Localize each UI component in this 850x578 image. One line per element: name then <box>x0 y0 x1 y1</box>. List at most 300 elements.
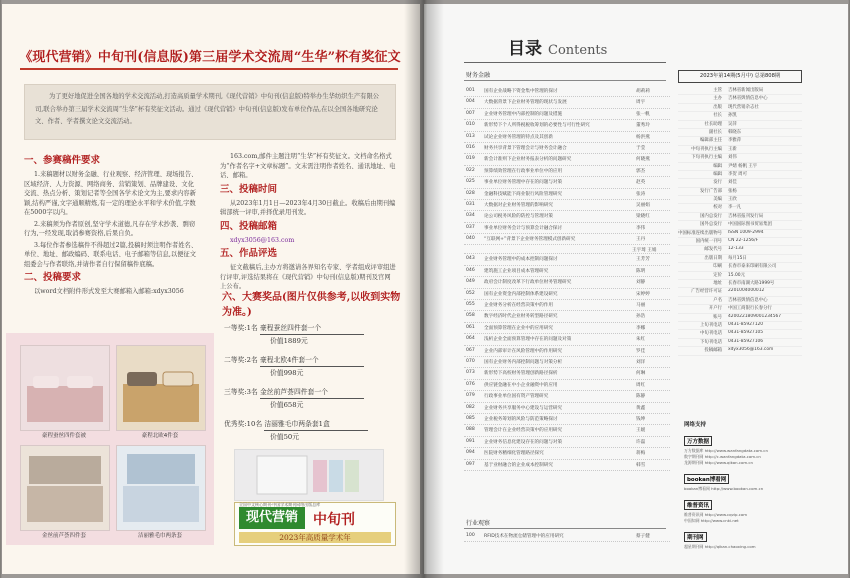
masthead-value: 吉林省舆情信息中心 <box>728 297 768 303</box>
toc-author: 马丽 <box>636 303 646 309</box>
prize-value: 价值998元 <box>270 369 304 377</box>
paragraph: 2.来稿须为作者原创,坚守学术道德,凡存在学术抄袭、剽窃行为,一经发现,取消参赛资格,后果自负。 <box>24 220 196 237</box>
toc-author: 王宇琦 王娟 <box>632 248 657 254</box>
masthead-value: 刘佳 <box>728 180 737 186</box>
contest-title: 《现代营销》中旬刊(信息版)第三届学术交流周“生华”杯有奖征文 <box>19 50 401 65</box>
prize-item: 豪程北欧4件套一个 <box>260 354 364 367</box>
prize-row <box>224 418 404 443</box>
masthead-row <box>678 246 802 254</box>
masthead-key: 编辑部主任 <box>700 138 722 144</box>
toc-entry[interactable] <box>464 277 670 288</box>
masthead-key: 国内总发行 <box>700 213 722 219</box>
network-line: 万方数据库 http://www.wanfangdata.com.cn <box>684 448 768 453</box>
toc-author: 杨洪燕 <box>636 134 650 140</box>
masthead-row <box>678 255 802 263</box>
toc-page: 025 <box>466 179 475 185</box>
masthead-row <box>678 238 802 246</box>
category-finance: 财务金融 <box>466 72 491 79</box>
right-page <box>424 4 848 574</box>
masthead-row <box>678 230 802 238</box>
toc-author: 王媛 <box>636 428 646 434</box>
photo-caption: 金丝前芦荟四件套 <box>41 533 86 539</box>
banner-edition: 中旬刊 <box>313 512 355 528</box>
masthead-key: 编辑 <box>713 163 722 169</box>
toc-page: 016 <box>466 144 475 150</box>
left-page <box>2 4 420 574</box>
masthead-value: 李贺 周可 <box>728 171 747 177</box>
toc-entry[interactable] <box>464 460 670 471</box>
masthead-row <box>678 154 802 162</box>
toc-entry[interactable] <box>464 177 670 188</box>
masthead-row <box>678 95 802 103</box>
toc-page: 052 <box>466 290 475 296</box>
toc-page: 013 <box>466 133 475 139</box>
toc-author: 周宇 <box>636 100 646 106</box>
toc-author: 张涛 <box>636 191 646 197</box>
toc-title-text: 供应链金融在中小企业融资中的应用 <box>484 382 558 388</box>
toc-author: 韩雪 <box>636 462 646 468</box>
toc-author: 罗佳 <box>636 348 646 354</box>
masthead-key: 地址 <box>713 280 722 286</box>
toc-entry[interactable] <box>464 323 670 334</box>
masthead-row <box>678 280 802 288</box>
masthead-key: 印刷 <box>713 264 722 270</box>
masthead-key: 户名 <box>713 297 722 303</box>
masthead <box>678 70 802 356</box>
toc-author: 陈静 <box>636 394 646 400</box>
masthead-row <box>678 188 802 196</box>
prize-row <box>224 322 404 347</box>
toc-author: 周红 <box>636 382 646 388</box>
toc-author: 蔡子健 <box>636 534 650 539</box>
toc-title-text: 试论企业财务管理的特点及其创新 <box>484 134 553 140</box>
toc-page: 064 <box>466 336 475 342</box>
toc-title-text: 预算绩效管理在行政事业单位中的应用 <box>484 168 563 174</box>
toc-title-text: 管理会计在企业经营决策中的应用研究 <box>484 428 563 434</box>
bedding-photo-3 <box>21 446 109 530</box>
toc-title-en: Contents <box>548 43 608 58</box>
masthead-value: 吉林省舆情信息中心 <box>728 96 768 102</box>
masthead-value: 长春市泰来印刷有限公司 <box>728 264 777 270</box>
toc-entry[interactable] <box>464 120 670 131</box>
toc-title-text: 企业财务共享服务中心建设与运营研究 <box>484 405 563 411</box>
prize-photo <box>20 445 110 531</box>
section-heading-review: 五、作品评选 <box>220 248 278 259</box>
toc-author: 胡莉莉 <box>636 89 650 94</box>
submission-email-link[interactable]: xdyx3056@163.com <box>230 236 295 244</box>
toc-page: 055 <box>466 302 475 308</box>
prize-gallery <box>6 333 214 545</box>
toc-entry[interactable] <box>464 334 670 345</box>
masthead-row <box>678 121 802 129</box>
masthead-key: 社长 <box>713 113 722 119</box>
toc-author: 宋婷婷 <box>636 291 650 297</box>
masthead-key: 账号 <box>713 314 722 320</box>
masthead-key: 出版 <box>713 104 722 110</box>
toc-author: 郭杰 <box>636 168 646 174</box>
book-gutter-shadow <box>404 0 444 578</box>
masthead-row <box>678 163 802 171</box>
prize-rank: 二等奖:2名 <box>224 356 258 364</box>
masthead-value: ISSN 1009-2994 <box>728 229 764 235</box>
toc-page: 037 <box>466 224 475 230</box>
masthead-key: 发行 <box>713 180 722 186</box>
masthead-value: xdyx3056@163.com <box>728 347 774 353</box>
masthead-value: 孙凯 <box>728 113 737 119</box>
network-line: 维普资讯网 http://www.cqvip.com <box>684 512 748 517</box>
masthead-value: 12-133 <box>728 246 744 252</box>
toc-entry[interactable] <box>464 437 670 448</box>
paragraph: 3.每位作者参选稿件不得超过2篇,投稿时须注明作者姓名、单位、地址、邮政编码、联系电话、电子邮箱等信息,以便征文组委会与作者联络,并请作者自行保留稿件底稿。 <box>24 241 198 268</box>
toc-page: 058 <box>466 313 475 319</box>
masthead-value: 吉林省报刊发行局 <box>728 213 764 219</box>
masthead-value: 中国国际图书贸易集团 <box>728 222 772 228</box>
masthead-key: 编辑 <box>713 171 722 177</box>
toc-page: 097 <box>466 461 475 467</box>
toc-author: 陈明 <box>636 268 646 274</box>
masthead-value: 尹婧 杨帆 王宇 <box>728 163 758 169</box>
prize-row <box>224 354 404 379</box>
toc-entry[interactable] <box>464 189 670 200</box>
masthead-key: 中旬刊电话 <box>700 331 722 337</box>
cqvip-logo: 维普资讯 <box>684 500 712 510</box>
masthead-row <box>678 339 802 347</box>
toc-page: 061 <box>466 324 475 330</box>
toc-page: 004 <box>466 99 475 105</box>
toc-title-text: 新形势下高校财务管理创新路径探析 <box>484 371 558 377</box>
toc-entry[interactable] <box>464 166 670 177</box>
toc-entry[interactable] <box>464 234 670 245</box>
toc-title <box>508 34 607 59</box>
masthead-row <box>678 137 802 145</box>
masthead-row <box>678 204 802 212</box>
toc-page: 001 <box>466 88 475 93</box>
masthead-key: 下旬刊电话 <box>700 339 722 345</box>
toc-author: 钱坤 <box>636 416 646 422</box>
toc-author: 吴丽娟 <box>636 202 650 208</box>
masthead-key: 主管 <box>713 88 722 93</box>
toc-author: 何晓燕 <box>636 157 650 163</box>
toc-rule <box>464 62 666 63</box>
toc-title-text: 企业财务分析在经营决策中的作用 <box>484 303 553 309</box>
toc-author: 刘静 <box>636 280 646 286</box>
bedding-photo-2 <box>117 346 205 430</box>
masthead-key: 美编 <box>713 197 722 203</box>
section-heading-submission: 二、投稿要求 <box>24 272 82 283</box>
toc-entry[interactable] <box>464 380 670 391</box>
masthead-key: 出版日期 <box>704 255 722 261</box>
wanfang-logo: 万方数据 <box>684 436 712 446</box>
masthead-key: 投稿邮箱 <box>704 348 722 354</box>
masthead-key: 国外总发行 <box>700 222 722 228</box>
prize-photo <box>20 345 110 431</box>
toc-author: 张一帆 <box>636 111 650 117</box>
masthead-row <box>678 314 802 322</box>
toc-page: 094 <box>466 450 475 456</box>
masthead-value: 长春市南湖大路1999号 <box>728 280 775 286</box>
toc-entry[interactable] <box>464 254 670 265</box>
paragraph: 从2023年1月1日—2023年4月30日截止。收稿后由期刊编辑部统一评审,并择优录用刊发。 <box>220 199 396 216</box>
masthead-key: 邮发代号 <box>704 247 722 253</box>
masthead-value: 现代营销杂志社 <box>728 104 759 110</box>
section-heading-requirements: 一、参赛稿件要求 <box>24 155 101 166</box>
toc-title-text: 事业单位财务会计与预算会计融合探讨 <box>484 225 563 231</box>
section-heading-time: 三、投稿时间 <box>220 183 278 195</box>
toc-list <box>464 86 670 471</box>
masthead-value: 0431-85927105 <box>728 330 764 336</box>
issue-number: 2023年第14期(5月中) 总第808期 <box>678 70 802 83</box>
masthead-key: 开户行 <box>708 306 722 312</box>
toc-author: 黄鑫 <box>636 405 646 411</box>
toc-title-text: 建筑施工企业项目成本管理研究 <box>484 268 549 274</box>
photo-caption: 豪程北欧4件套 <box>141 433 179 439</box>
masthead-value: 吴萍 <box>728 121 737 127</box>
toc-entry[interactable] <box>464 266 670 277</box>
toc-entry[interactable] <box>464 200 670 211</box>
toc-title-text: 基于业财融合的企业成本控制研究 <box>484 462 553 468</box>
toc-entry[interactable] <box>464 346 670 357</box>
contest-intro: 为了更好地促进全国各地的学术交流活动,打造高质量学术期刊,《现代营销》中旬刊(信息版)特举办生华纺织生产有限公司,联合举办第三届学术交流周“生华”杯有奖征文活动。通过《现代营销》中旬刊(信息版)发布单位作品,在以全国各地研究论文、作者、学者撰文论文交流活动。 <box>24 84 396 140</box>
right-column <box>220 152 396 294</box>
prize-item: 洁丽雅毛巾两条套1盒 <box>264 418 368 431</box>
qikan-logo: 期刊网 <box>684 532 707 542</box>
toc-entry[interactable] <box>464 368 670 379</box>
masthead-key: 国内统一刊号 <box>695 239 722 245</box>
toc-title-text: 数字经济时代企业财务转型路径研究 <box>484 314 558 320</box>
category-line <box>464 80 666 81</box>
prize-value: 价值50元 <box>270 433 300 441</box>
photo-caption: 豪程蚕丝四件套被 <box>41 433 86 439</box>
paragraph: 征文截稿后,主办方将邀请各界知名专家、学者组成评审组进行评审,评选结果将在《现代营销》中旬刊(信息版)期刊及官网上公布。 <box>220 264 396 290</box>
masthead-row <box>678 322 802 330</box>
toc-title-text: 政府会计制度改革下行政单位财务管理研究 <box>484 280 572 286</box>
banner-subtitle: 2023年高质量学术年 <box>239 532 391 543</box>
toc-title-text: 全面预算管理在企业中的应用研究 <box>484 325 553 331</box>
network-line: bookan博看网 http://www.bookan.com.cn <box>684 486 764 491</box>
network-support <box>684 420 796 550</box>
masthead-row <box>678 330 802 338</box>
toc-entry[interactable] <box>464 448 670 459</box>
network-line: 超星期刊网 http://qikan.chaoxing.com <box>684 544 756 549</box>
masthead-value: 李一凡 <box>728 205 742 211</box>
masthead-row <box>678 129 802 137</box>
prize-value: 价值658元 <box>270 401 304 409</box>
toc-page: 085 <box>466 415 475 421</box>
toc-entry[interactable] <box>464 414 670 425</box>
bedding-photo-1 <box>21 346 109 430</box>
toc-author: 李伟 <box>636 225 646 231</box>
toc-entry[interactable] <box>464 223 670 234</box>
masthead-row <box>678 263 802 271</box>
masthead-row <box>678 347 802 355</box>
masthead-key: 中国标准连续出版物号 <box>678 230 722 236</box>
toc-entry[interactable] <box>464 403 670 414</box>
section-heading-email: 四、投稿邮箱 <box>220 220 278 232</box>
toc-page: 019 <box>466 156 475 162</box>
toc-entry[interactable] <box>464 154 670 165</box>
toc-page: 079 <box>466 393 475 399</box>
toc-title-text: 国有企业战略下资金集中管理的探讨 <box>484 89 558 94</box>
toc-title-cn: 目录 <box>508 39 542 59</box>
toc-author: 董秀玲 <box>636 123 650 129</box>
toc-entry[interactable] <box>464 531 670 542</box>
masthead-key: 副社长 <box>708 129 722 135</box>
masthead-value: 刘伟 <box>728 155 737 161</box>
toc-title-text: 企业财务管理中内部控制的问题及措施 <box>484 111 563 117</box>
prize-photo <box>116 345 206 431</box>
network-line: 数字期刊网 http://c.wanfangdata.com.cn <box>684 454 761 459</box>
toc-entry[interactable] <box>464 300 670 311</box>
network-heading: 网络支持 <box>684 422 707 428</box>
section-heading-prizes: 六、大赛奖品(图片仅供参考,以收到实物为准。) <box>222 292 401 318</box>
toc-page: 088 <box>466 427 475 433</box>
toc-author: 朱红 <box>636 337 646 343</box>
toc-title-text: RFID技术在物流仓储管理中的应用研究 <box>484 534 564 539</box>
masthead-value: CN 22-1256/F <box>728 238 759 244</box>
towel-gift-box-image <box>234 449 384 501</box>
toc-title-text: “互联网+”背景下企业财务管理模式创新研究 <box>484 237 576 243</box>
towel-box-drawing <box>235 450 383 500</box>
masthead-row <box>678 112 802 120</box>
toc-title-text: 浅析企业全面预算管理中存在的问题及对策 <box>484 337 572 343</box>
masthead-row <box>678 171 802 179</box>
paragraph: 1.来稿题材以财务金融、行业观察、经济管理、现场报告、区域经济、人力资源、网络商务、营销策划、品牌建设、文化交流、热点分析、策划记者等全国各学术论文为主,要求内容新颖,结构严谨,文字通顺精炼,有一定的理论水平和学术价值,字数在5000字以内。 <box>24 171 198 216</box>
masthead-row <box>678 104 802 112</box>
masthead-key: 社长助理 <box>704 121 722 127</box>
masthead-value: 0431-85927120 <box>728 321 764 327</box>
toc-page: 007 <box>466 110 475 116</box>
masthead-rows <box>678 87 802 356</box>
banner-top-line: 全国中文核心期刊·中国学术期刊网络出版总库 <box>239 502 321 507</box>
masthead-row <box>678 305 802 313</box>
bedding-photo-4 <box>117 446 205 530</box>
toc-author: 蒋梅 <box>636 451 646 457</box>
prize-row <box>224 386 404 411</box>
toc-entry[interactable] <box>464 391 670 402</box>
prize-rank: 优秀奖:10名 <box>224 420 263 428</box>
banner-brand: 现代营销 <box>239 507 305 529</box>
masthead-value: 每月15日 <box>728 255 747 261</box>
toc-title-text: 企业财务管理中的成本控制问题探讨 <box>484 257 558 263</box>
toc-author: 王芳芳 <box>636 257 650 263</box>
masthead-value: 4200221809001234567 <box>728 313 782 319</box>
title-rule <box>20 68 398 70</box>
toc-author: 许磊 <box>636 439 646 445</box>
masthead-row <box>678 213 802 221</box>
masthead-row <box>678 288 802 296</box>
toc-entry[interactable] <box>464 132 670 143</box>
photo-caption: 洁丽雅毛巾两条套 <box>137 533 182 539</box>
toc-page: 043 <box>466 256 475 262</box>
toc-page: 049 <box>466 279 475 285</box>
paragraph: 以word文档附件形式发至大赛邮箱入邮箱:xdyx3056 <box>34 288 184 295</box>
masthead-key: 中旬刊执行主编 <box>691 146 722 152</box>
toc-title-text: 金融科技赋能下商业银行风险管理研究 <box>484 191 563 197</box>
toc-title-text: 大数据对企业财务管理的影响研究 <box>484 202 553 208</box>
toc-page: 031 <box>466 201 475 207</box>
masthead-key: 发行广告部 <box>700 188 722 194</box>
toc-author: 赵英 <box>636 180 646 186</box>
masthead-value: 0431-85927106 <box>728 338 764 344</box>
toc-page: 100 <box>466 533 475 538</box>
toc-title-text: 企业财务信息化建设存在的问题与对策 <box>484 439 563 445</box>
toc-page: 082 <box>466 404 475 410</box>
masthead-key: 主办 <box>713 96 722 102</box>
toc-entry[interactable] <box>464 311 670 322</box>
masthead-value: 15.00元 <box>728 272 745 278</box>
toc-page: 076 <box>466 381 475 387</box>
toc-page: 067 <box>466 347 475 353</box>
toc-page: 040 <box>466 236 475 242</box>
left-column <box>24 152 200 299</box>
masthead-value: 王新 <box>728 146 737 152</box>
masthead-value: 张杨 <box>728 188 737 194</box>
toc-title-text: 国有企业财务内部控制问题与对策分析 <box>484 359 563 365</box>
masthead-row <box>678 87 802 95</box>
prize-item: 豪程蚕丝四件套一个 <box>260 322 364 335</box>
masthead-row <box>678 297 802 305</box>
toc-title-text: 新会计准则下企业财务报表分析的问题研究 <box>484 157 572 163</box>
masthead-row <box>678 221 802 229</box>
masthead-row <box>678 196 802 204</box>
toc-entry[interactable] <box>464 357 670 368</box>
toc-entry[interactable] <box>464 97 670 108</box>
network-line: 龙源期刊网 http://www.qikan.com.cn <box>684 460 754 465</box>
bookan-logo: bookan博看网 <box>684 474 729 484</box>
masthead-value: 2201004000012 <box>728 288 765 294</box>
toc-author: 于莹 <box>636 145 646 151</box>
prize-value: 价值1889元 <box>270 337 308 345</box>
toc-author: 李娜 <box>636 325 646 331</box>
category-industry: 行业观察 <box>466 520 491 527</box>
toc-title-text: 医院财务精细化管理路径探究 <box>484 451 544 457</box>
masthead-key: 下旬刊执行主编 <box>691 155 722 161</box>
paragraph: 163.com,邮件主题注明“生华”杯有奖征文。文档命名格式为“作者名字+文章标题”。文末需注明作者姓名、通讯地址、电话、邮箱。 <box>220 153 396 179</box>
toc-entry-continuation <box>464 245 670 254</box>
masthead-row <box>678 272 802 280</box>
toc-page: 034 <box>466 213 475 219</box>
toc-title-text: 大数据背景下企业财务管理的现状与发展 <box>484 100 567 106</box>
toc-entry[interactable] <box>464 86 670 97</box>
toc-page: 010 <box>466 122 475 128</box>
toc-title-text: 事业单位财务管理中存在的问题与对策 <box>484 180 563 186</box>
masthead-value: 韩晓东 <box>728 129 742 135</box>
toc-page: 091 <box>466 438 475 444</box>
toc-entry[interactable] <box>464 143 670 154</box>
toc-entry[interactable] <box>464 211 670 222</box>
masthead-value: 吉林省新闻出版局 <box>728 88 764 93</box>
toc-title-text: 论公司税务风险的防控与管理对策 <box>484 214 553 220</box>
toc-page: 022 <box>466 167 475 173</box>
toc-page: 073 <box>466 370 475 376</box>
toc-title-text: 行政事业单位国有资产管理研究 <box>484 394 549 400</box>
toc-author: 梁晓红 <box>636 214 650 220</box>
toc-title-text: 国有企业资金内部控制体系建设研究 <box>484 291 558 297</box>
toc-page: 028 <box>466 190 475 196</box>
toc-title-text: 财务共享背景下管理会计与财务会计融合 <box>484 145 567 151</box>
toc-entry[interactable] <box>464 289 670 300</box>
toc-entry[interactable] <box>464 109 670 120</box>
masthead-value: 王欣 <box>728 197 737 203</box>
category-line <box>464 528 666 529</box>
masthead-key: 广告经营许可证 <box>691 289 722 295</box>
toc-author: 何琳 <box>636 371 646 377</box>
toc-author: 王丹 <box>636 237 646 243</box>
toc-author: 孙浩 <box>636 314 646 320</box>
toc-entry[interactable] <box>464 425 670 436</box>
toc-page: 046 <box>466 267 475 273</box>
prize-item: 金丝前芦荟四件套一个 <box>260 386 364 399</box>
